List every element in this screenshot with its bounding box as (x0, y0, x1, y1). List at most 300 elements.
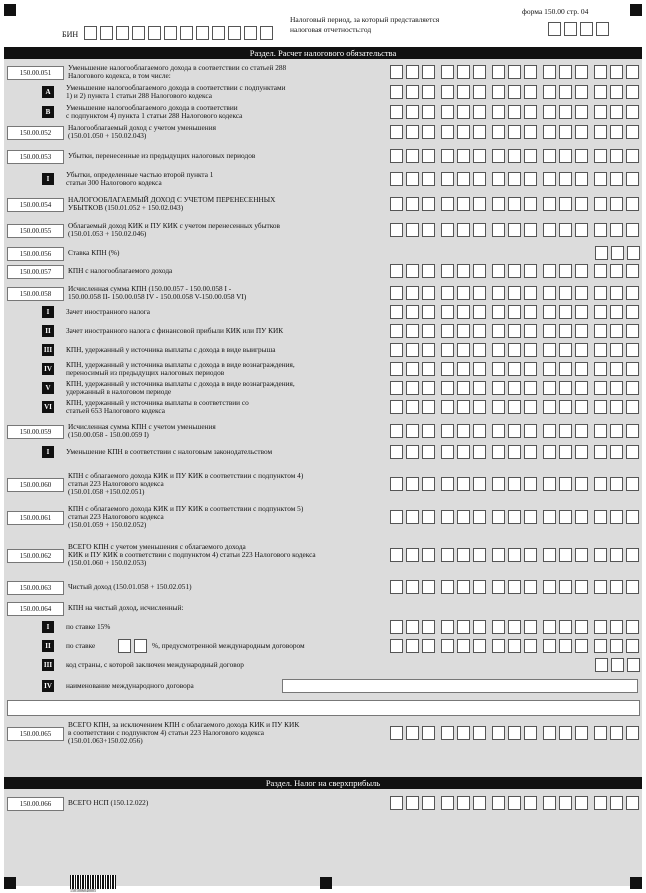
digit-cell[interactable] (559, 105, 572, 119)
digit-cell[interactable] (626, 65, 639, 79)
digit-cell[interactable] (422, 639, 435, 653)
digit-cell[interactable] (559, 796, 572, 810)
digit-cell[interactable] (626, 85, 639, 99)
digit-cell[interactable] (543, 223, 556, 237)
digit-cell[interactable] (508, 400, 521, 414)
digit-cell[interactable] (457, 197, 470, 211)
digit-cell[interactable] (457, 286, 470, 300)
digit-cell[interactable] (575, 105, 588, 119)
digit-cell[interactable] (492, 65, 505, 79)
digit-cell[interactable] (575, 125, 588, 139)
digit-cell[interactable] (508, 796, 521, 810)
digit-cell[interactable] (575, 548, 588, 562)
digit-cell[interactable] (492, 620, 505, 634)
digit-cell[interactable] (406, 639, 419, 653)
digit-cell[interactable] (575, 286, 588, 300)
digit-cell[interactable] (422, 796, 435, 810)
digit-cell[interactable] (473, 149, 486, 163)
digit-cell[interactable] (508, 445, 521, 459)
digit-cell[interactable] (594, 172, 607, 186)
digit-cell[interactable] (441, 125, 454, 139)
digit-cell[interactable] (473, 510, 486, 524)
digit-cell[interactable] (134, 639, 147, 653)
digit-cell[interactable] (492, 197, 505, 211)
digit-cell[interactable] (575, 477, 588, 491)
digit-cell[interactable] (594, 343, 607, 357)
digit-cell[interactable] (508, 620, 521, 634)
digit-cell[interactable] (508, 125, 521, 139)
digit-cell[interactable] (492, 381, 505, 395)
digit-cell[interactable] (390, 445, 403, 459)
digit-cell[interactable] (575, 305, 588, 319)
digit-cell[interactable] (390, 65, 403, 79)
digit-cell[interactable] (390, 548, 403, 562)
digit-cell[interactable] (457, 424, 470, 438)
digit-cell[interactable] (406, 305, 419, 319)
digit-cell[interactable] (492, 362, 505, 376)
digit-cell[interactable] (473, 197, 486, 211)
digit-cell[interactable] (543, 445, 556, 459)
digit-cell[interactable] (260, 26, 273, 40)
digit-cell[interactable] (406, 172, 419, 186)
digit-cell[interactable] (543, 105, 556, 119)
digit-cell[interactable] (610, 172, 623, 186)
digit-cell[interactable] (594, 445, 607, 459)
digit-cell[interactable] (390, 362, 403, 376)
digit-cell[interactable] (594, 197, 607, 211)
digit-cell[interactable] (441, 172, 454, 186)
digit-cell[interactable] (559, 620, 572, 634)
digit-cell[interactable] (559, 172, 572, 186)
digit-cell[interactable] (406, 381, 419, 395)
digit-cell[interactable] (626, 343, 639, 357)
digit-cell[interactable] (626, 510, 639, 524)
digit-cell[interactable] (524, 324, 537, 338)
digit-cell[interactable] (390, 381, 403, 395)
digit-cell[interactable] (441, 620, 454, 634)
digit-cell[interactable] (564, 22, 577, 36)
digit-cell[interactable] (543, 548, 556, 562)
digit-cell[interactable] (594, 305, 607, 319)
digit-cell[interactable] (524, 580, 537, 594)
digit-cell[interactable] (508, 580, 521, 594)
digit-cell[interactable] (473, 286, 486, 300)
digit-cell[interactable] (422, 424, 435, 438)
digit-cell[interactable] (610, 65, 623, 79)
digit-cell[interactable] (626, 580, 639, 594)
digit-cell[interactable] (543, 580, 556, 594)
digit-cell[interactable] (610, 264, 623, 278)
digit-cell[interactable] (559, 65, 572, 79)
digit-cell[interactable] (406, 85, 419, 99)
digit-cell[interactable] (441, 424, 454, 438)
digit-cell[interactable] (594, 424, 607, 438)
digit-cell[interactable] (626, 620, 639, 634)
digit-cell[interactable] (543, 264, 556, 278)
digit-cell[interactable] (594, 65, 607, 79)
digit-cell[interactable] (473, 343, 486, 357)
digit-cell[interactable] (390, 620, 403, 634)
digit-cell[interactable] (543, 381, 556, 395)
digit-cell[interactable] (524, 445, 537, 459)
digit-cell[interactable] (594, 149, 607, 163)
digit-cell[interactable] (543, 796, 556, 810)
digit-cell[interactable] (559, 400, 572, 414)
digit-cell[interactable] (457, 324, 470, 338)
digit-cell[interactable] (559, 223, 572, 237)
digit-cell[interactable] (575, 223, 588, 237)
digit-cell[interactable] (390, 197, 403, 211)
digit-cell[interactable] (390, 286, 403, 300)
digit-cell[interactable] (118, 639, 131, 653)
digit-cell[interactable] (390, 223, 403, 237)
digit-cell[interactable] (559, 264, 572, 278)
digit-cell[interactable] (473, 424, 486, 438)
digit-cell[interactable] (559, 362, 572, 376)
digit-cell[interactable] (492, 324, 505, 338)
digit-cell[interactable] (473, 362, 486, 376)
digit-cell[interactable] (524, 105, 537, 119)
digit-cell[interactable] (441, 305, 454, 319)
digit-cell[interactable] (594, 510, 607, 524)
digit-cell[interactable] (524, 197, 537, 211)
digit-cell[interactable] (422, 264, 435, 278)
digit-cell[interactable] (594, 223, 607, 237)
digit-cell[interactable] (390, 105, 403, 119)
digit-cell[interactable] (441, 223, 454, 237)
digit-cell[interactable] (244, 26, 257, 40)
digit-cell[interactable] (508, 324, 521, 338)
digit-cell[interactable] (390, 324, 403, 338)
digit-cell[interactable] (148, 26, 161, 40)
digit-cell[interactable] (406, 65, 419, 79)
digit-cell[interactable] (626, 381, 639, 395)
digit-cell[interactable] (406, 264, 419, 278)
digit-cell[interactable] (559, 125, 572, 139)
digit-cell[interactable] (559, 85, 572, 99)
digit-cell[interactable] (594, 264, 607, 278)
digit-cell[interactable] (473, 223, 486, 237)
digit-cell[interactable] (406, 400, 419, 414)
digit-cell[interactable] (492, 726, 505, 740)
digit-cell[interactable] (610, 400, 623, 414)
digit-cell[interactable] (422, 105, 435, 119)
digit-cell[interactable] (559, 343, 572, 357)
digit-cell[interactable] (524, 381, 537, 395)
digit-cell[interactable] (543, 343, 556, 357)
digit-cell[interactable] (473, 477, 486, 491)
digit-cell[interactable] (406, 620, 419, 634)
digit-cell[interactable] (508, 548, 521, 562)
digit-cell[interactable] (492, 149, 505, 163)
digit-cell[interactable] (543, 477, 556, 491)
digit-cell[interactable] (441, 362, 454, 376)
digit-cell[interactable] (406, 343, 419, 357)
digit-cell[interactable] (626, 105, 639, 119)
digit-cell[interactable] (508, 105, 521, 119)
digit-cell[interactable] (457, 125, 470, 139)
digit-cell[interactable] (422, 305, 435, 319)
digit-cell[interactable] (626, 172, 639, 186)
digit-cell[interactable] (422, 548, 435, 562)
digit-cell[interactable] (626, 796, 639, 810)
digit-cell[interactable] (390, 85, 403, 99)
digit-cell[interactable] (575, 264, 588, 278)
digit-cell[interactable] (543, 324, 556, 338)
digit-cell[interactable] (524, 424, 537, 438)
digit-cell[interactable] (406, 424, 419, 438)
digit-cell[interactable] (594, 726, 607, 740)
digit-cell[interactable] (508, 264, 521, 278)
digit-cell[interactable] (406, 149, 419, 163)
digit-cell[interactable] (548, 22, 561, 36)
digit-cell[interactable] (626, 125, 639, 139)
digit-cell[interactable] (524, 149, 537, 163)
digit-cell[interactable] (508, 639, 521, 653)
digit-cell[interactable] (524, 172, 537, 186)
digit-cell[interactable] (543, 510, 556, 524)
digit-cell[interactable] (390, 264, 403, 278)
digit-cell[interactable] (492, 305, 505, 319)
digit-cell[interactable] (164, 26, 177, 40)
digit-cell[interactable] (390, 172, 403, 186)
digit-cell[interactable] (610, 324, 623, 338)
year-cells[interactable] (548, 22, 612, 36)
digit-cell[interactable] (473, 639, 486, 653)
digit-cell[interactable] (116, 26, 129, 40)
digit-cell[interactable] (508, 85, 521, 99)
digit-cell[interactable] (626, 400, 639, 414)
digit-cell[interactable] (441, 286, 454, 300)
digit-cell[interactable] (390, 305, 403, 319)
digit-cell[interactable] (492, 400, 505, 414)
digit-cell[interactable] (626, 305, 639, 319)
treaty-name-field[interactable] (282, 679, 638, 693)
digit-cell[interactable] (595, 246, 608, 260)
digit-cell[interactable] (441, 510, 454, 524)
digit-cell[interactable] (610, 620, 623, 634)
digit-cell[interactable] (422, 381, 435, 395)
digit-cell[interactable] (441, 477, 454, 491)
digit-cell[interactable] (508, 424, 521, 438)
digit-cell[interactable] (508, 305, 521, 319)
digit-cell[interactable] (422, 580, 435, 594)
digit-cell[interactable] (457, 343, 470, 357)
digit-cell[interactable] (508, 223, 521, 237)
digit-cell[interactable] (457, 305, 470, 319)
digit-cell[interactable] (390, 510, 403, 524)
digit-cell[interactable] (524, 548, 537, 562)
digit-cell[interactable] (441, 580, 454, 594)
digit-cell[interactable] (626, 324, 639, 338)
digit-cell[interactable] (492, 105, 505, 119)
digit-cell[interactable] (492, 286, 505, 300)
digit-cell[interactable] (180, 26, 193, 40)
digit-cell[interactable] (610, 125, 623, 139)
digit-cell[interactable] (524, 223, 537, 237)
digit-cell[interactable] (457, 105, 470, 119)
digit-cell[interactable] (508, 510, 521, 524)
blank-field[interactable] (7, 700, 640, 716)
digit-cell[interactable] (596, 22, 609, 36)
digit-cell[interactable] (610, 149, 623, 163)
digit-cell[interactable] (422, 324, 435, 338)
digit-cell[interactable] (594, 286, 607, 300)
digit-cell[interactable] (457, 400, 470, 414)
digit-cell[interactable] (473, 264, 486, 278)
digit-cell[interactable] (422, 85, 435, 99)
digit-cell[interactable] (422, 65, 435, 79)
digit-cell[interactable] (473, 381, 486, 395)
digit-cell[interactable] (524, 286, 537, 300)
digit-cell[interactable] (626, 726, 639, 740)
digit-cell[interactable] (406, 105, 419, 119)
digit-cell[interactable] (441, 400, 454, 414)
digit-cell[interactable] (524, 510, 537, 524)
digit-cell[interactable] (575, 324, 588, 338)
digit-cell[interactable] (406, 726, 419, 740)
digit-cell[interactable] (626, 197, 639, 211)
digit-cell[interactable] (406, 477, 419, 491)
digit-cell[interactable] (610, 305, 623, 319)
digit-cell[interactable] (610, 639, 623, 653)
digit-cell[interactable] (457, 580, 470, 594)
digit-cell[interactable] (610, 197, 623, 211)
digit-cell[interactable] (575, 796, 588, 810)
digit-cell[interactable] (492, 264, 505, 278)
digit-cell[interactable] (610, 362, 623, 376)
digit-cell[interactable] (390, 726, 403, 740)
digit-cell[interactable] (575, 65, 588, 79)
digit-cell[interactable] (626, 264, 639, 278)
digit-cell[interactable] (390, 796, 403, 810)
digit-cell[interactable] (473, 580, 486, 594)
digit-cell[interactable] (473, 85, 486, 99)
digit-cell[interactable] (406, 197, 419, 211)
digit-cell[interactable] (441, 445, 454, 459)
digit-cell[interactable] (575, 343, 588, 357)
digit-cell[interactable] (473, 726, 486, 740)
digit-cell[interactable] (457, 65, 470, 79)
digit-cell[interactable] (575, 580, 588, 594)
digit-cell[interactable] (610, 105, 623, 119)
digit-cell[interactable] (492, 172, 505, 186)
digit-cell[interactable] (524, 477, 537, 491)
digit-cell[interactable] (441, 548, 454, 562)
digit-cell[interactable] (406, 796, 419, 810)
digit-cell[interactable] (441, 264, 454, 278)
digit-cell[interactable] (441, 65, 454, 79)
digit-cell[interactable] (610, 286, 623, 300)
digit-cell[interactable] (457, 477, 470, 491)
digit-cell[interactable] (626, 149, 639, 163)
digit-cell[interactable] (473, 400, 486, 414)
digit-cell[interactable] (575, 510, 588, 524)
digit-cell[interactable] (594, 324, 607, 338)
digit-cell[interactable] (406, 510, 419, 524)
digit-cell[interactable] (594, 796, 607, 810)
digit-cell[interactable] (610, 548, 623, 562)
digit-cell[interactable] (457, 510, 470, 524)
digit-cell[interactable] (559, 381, 572, 395)
digit-cell[interactable] (575, 424, 588, 438)
digit-cell[interactable] (422, 400, 435, 414)
digit-cell[interactable] (594, 400, 607, 414)
digit-cell[interactable] (524, 65, 537, 79)
digit-cell[interactable] (508, 343, 521, 357)
digit-cell[interactable] (524, 264, 537, 278)
digit-cell[interactable] (575, 149, 588, 163)
bin-cells[interactable] (84, 26, 276, 40)
digit-cell[interactable] (441, 149, 454, 163)
digit-cell[interactable] (508, 65, 521, 79)
digit-cell[interactable] (100, 26, 113, 40)
digit-cell[interactable] (390, 580, 403, 594)
digit-cell[interactable] (559, 548, 572, 562)
digit-cell[interactable] (473, 305, 486, 319)
digit-cell[interactable] (626, 445, 639, 459)
digit-cell[interactable] (626, 223, 639, 237)
digit-cell[interactable] (575, 400, 588, 414)
digit-cell[interactable] (508, 362, 521, 376)
digit-cell[interactable] (594, 125, 607, 139)
digit-cell[interactable] (473, 172, 486, 186)
digit-cell[interactable] (441, 105, 454, 119)
digit-cell[interactable] (575, 172, 588, 186)
digit-cell[interactable] (594, 548, 607, 562)
digit-cell[interactable] (457, 223, 470, 237)
digit-cell[interactable] (422, 445, 435, 459)
digit-cell[interactable] (543, 362, 556, 376)
digit-cell[interactable] (610, 580, 623, 594)
digit-cell[interactable] (457, 149, 470, 163)
digit-cell[interactable] (457, 362, 470, 376)
digit-cell[interactable] (594, 639, 607, 653)
digit-cell[interactable] (492, 548, 505, 562)
digit-cell[interactable] (406, 286, 419, 300)
digit-cell[interactable] (406, 125, 419, 139)
digit-cell[interactable] (473, 796, 486, 810)
digit-cell[interactable] (559, 424, 572, 438)
digit-cell[interactable] (575, 362, 588, 376)
digit-cell[interactable] (543, 125, 556, 139)
digit-cell[interactable] (492, 343, 505, 357)
digit-cell[interactable] (575, 197, 588, 211)
digit-cell[interactable] (390, 400, 403, 414)
digit-cell[interactable] (422, 172, 435, 186)
digit-cell[interactable] (492, 85, 505, 99)
digit-cell[interactable] (422, 362, 435, 376)
digit-cell[interactable] (212, 26, 225, 40)
digit-cell[interactable] (441, 197, 454, 211)
digit-cell[interactable] (524, 400, 537, 414)
digit-cell[interactable] (406, 362, 419, 376)
digit-cell[interactable] (473, 125, 486, 139)
digit-cell[interactable] (441, 381, 454, 395)
digit-cell[interactable] (543, 726, 556, 740)
digit-cell[interactable] (559, 580, 572, 594)
digit-cell[interactable] (626, 548, 639, 562)
digit-cell[interactable] (196, 26, 209, 40)
digit-cell[interactable] (559, 286, 572, 300)
digit-cell[interactable] (543, 286, 556, 300)
digit-cell[interactable] (441, 796, 454, 810)
digit-cell[interactable] (457, 381, 470, 395)
digit-cell[interactable] (610, 343, 623, 357)
digit-cell[interactable] (627, 246, 640, 260)
digit-cell[interactable] (594, 381, 607, 395)
digit-cell[interactable] (406, 223, 419, 237)
